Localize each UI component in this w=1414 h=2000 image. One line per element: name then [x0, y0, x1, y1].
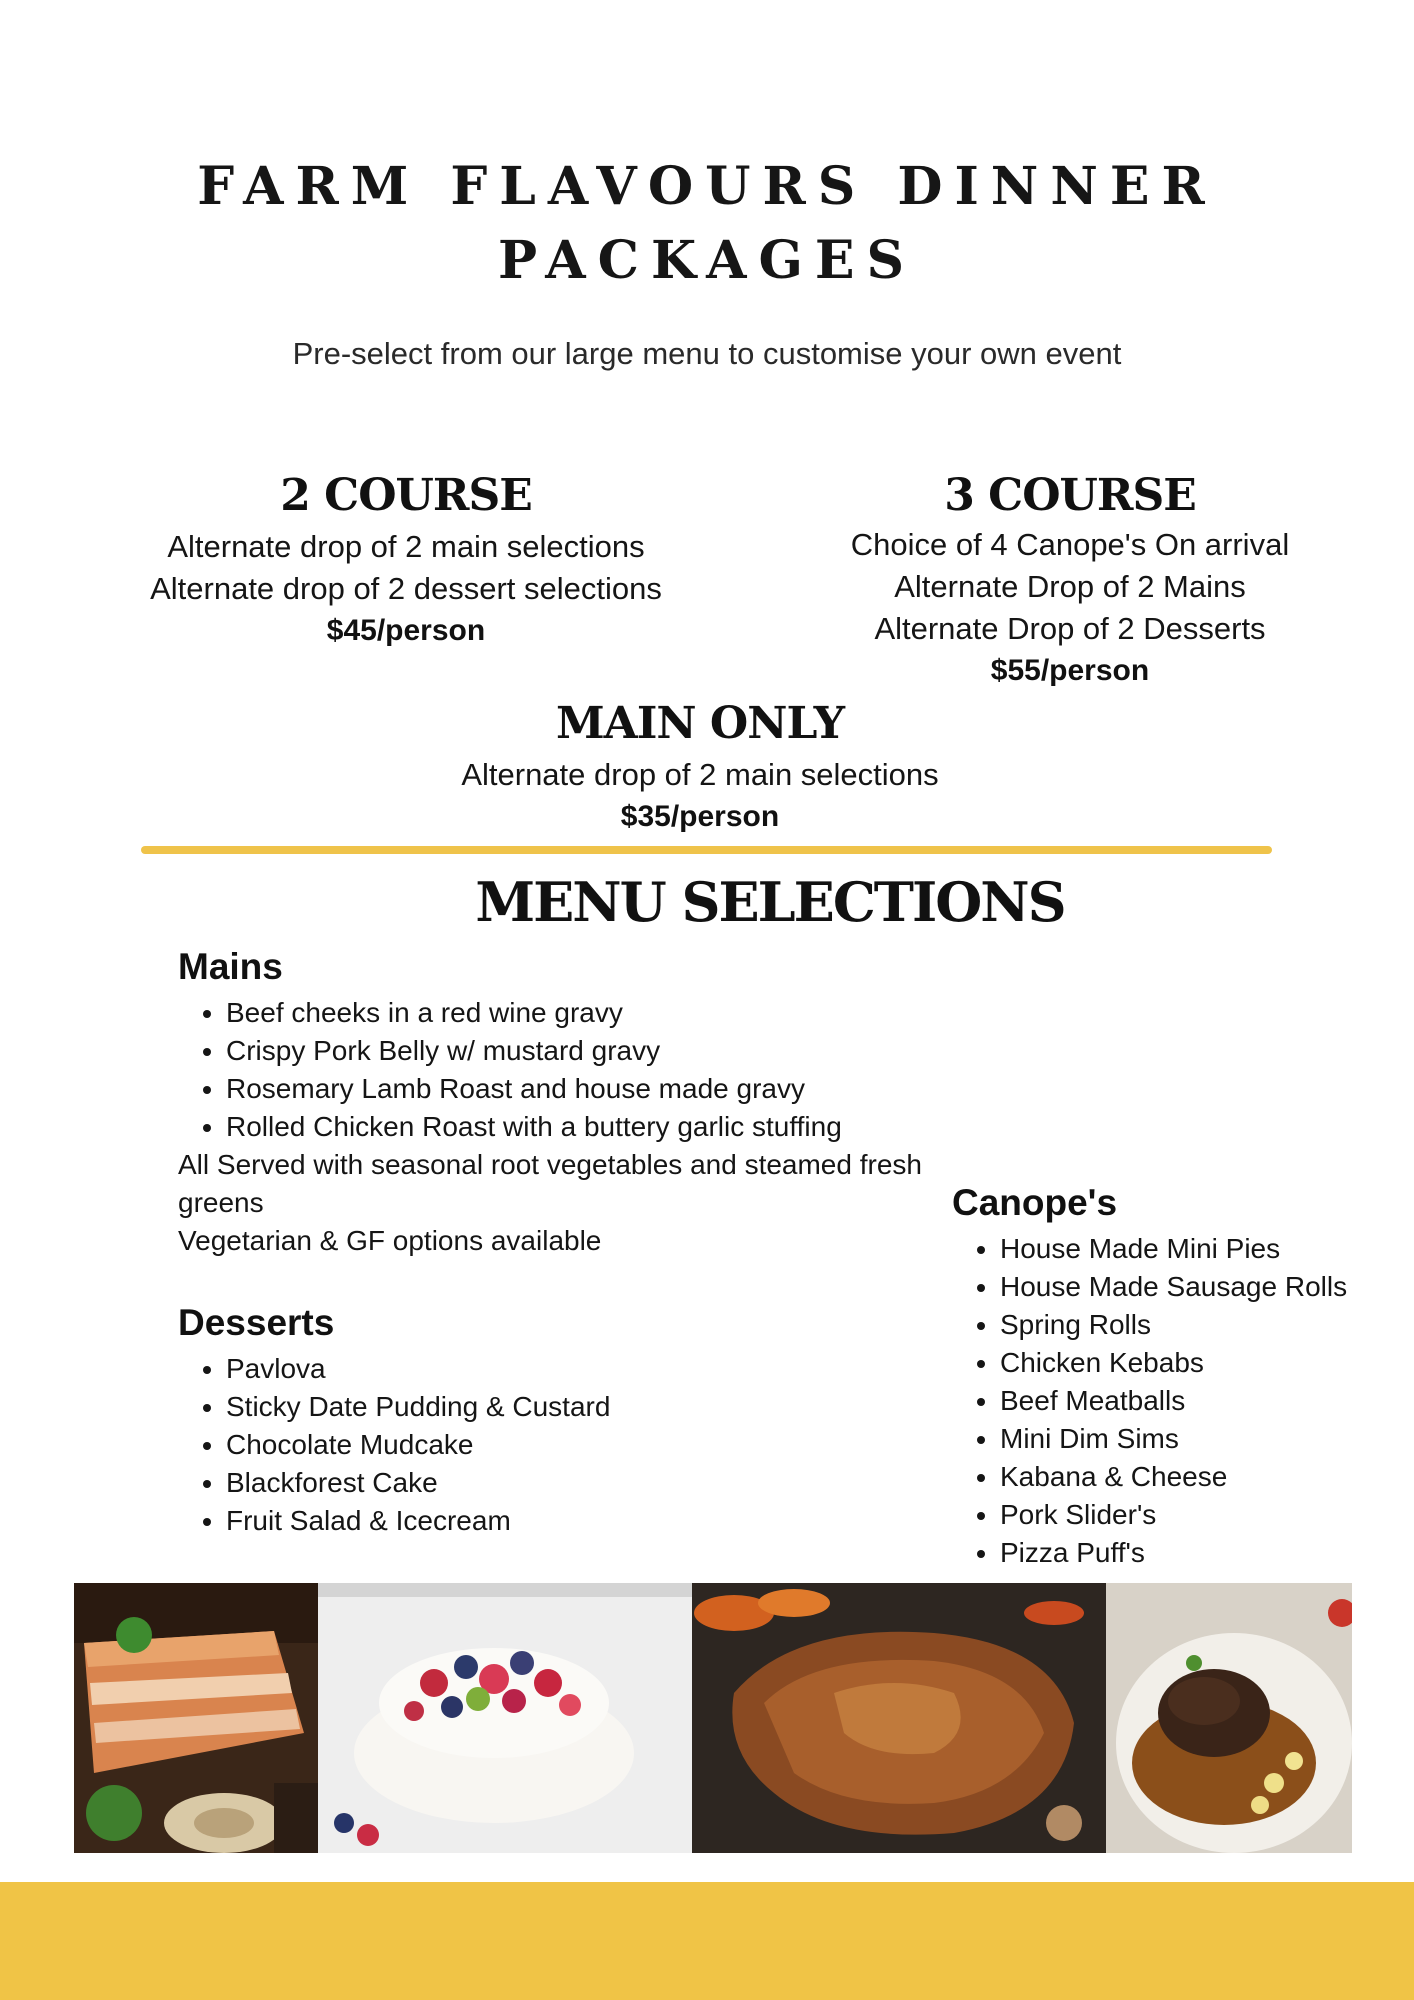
mains-options-note: Vegetarian & GF options available — [178, 1225, 602, 1256]
mains-served-note: All Served with seasonal root vegetables and steamed fresh greens — [178, 1149, 922, 1218]
list-item: • Spring Rolls — [1000, 1306, 1382, 1344]
list-item: • Fruit Salad & Icecream — [226, 1502, 878, 1540]
page-subtitle: Pre-select from our large menu to customise your own event — [292, 336, 1122, 371]
list-item: • Pizza Puff's — [1000, 1534, 1382, 1572]
package-line: Alternate drop of 2 main selections — [461, 757, 939, 792]
package-line: Alternate Drop of 2 Mains — [894, 569, 1246, 604]
pavlova-photo — [318, 1583, 692, 1853]
canopes-list — [952, 1230, 1382, 1572]
package-price: $55/person — [990, 654, 1150, 687]
list-item: • Beef Meatballs — [1000, 1382, 1382, 1420]
pork-belly-photo — [74, 1583, 318, 1853]
title-line-2: PACKAGES — [497, 230, 917, 291]
list-item: • Sticky Date Pudding & Custard — [226, 1388, 878, 1426]
package-line: Alternate drop of 2 main selections — [167, 529, 645, 564]
mains-section — [178, 944, 958, 1260]
package-price: $35/person — [620, 800, 780, 833]
list-item: • Kabana & Cheese — [1000, 1458, 1382, 1496]
desserts-heading: Desserts — [178, 1302, 335, 1343]
package-heading: 3 COURSE — [944, 470, 1196, 521]
page-title — [0, 150, 1414, 298]
package-three-course — [770, 468, 1370, 692]
list-item: • Pavlova — [226, 1350, 878, 1388]
section-divider — [141, 846, 1272, 854]
roast-lamb-photo — [692, 1583, 1106, 1853]
list-item: • Pork Slider's — [1000, 1496, 1382, 1534]
package-heading: MAIN ONLY — [555, 698, 845, 749]
food-photo-strip — [74, 1583, 1352, 1853]
canopes-section — [952, 1180, 1382, 1572]
mains-list — [178, 994, 958, 1146]
list-item: • Rosemary Lamb Roast and house made gravy — [226, 1070, 958, 1108]
list-item: • House Made Sausage Rolls — [1000, 1268, 1382, 1306]
desserts-section — [178, 1300, 878, 1540]
package-line: Alternate drop of 2 dessert selections — [150, 571, 662, 606]
package-line: Choice of 4 Canope's On arrival — [850, 527, 1290, 562]
menu-selections-heading: MENU SELECTIONS — [475, 870, 1065, 934]
mains-heading: Mains — [178, 946, 283, 987]
canopes-heading: Canope's — [952, 1182, 1118, 1223]
desserts-list — [178, 1350, 878, 1540]
list-item: • House Made Mini Pies — [1000, 1230, 1382, 1268]
list-item: • Beef cheeks in a red wine gravy — [226, 994, 958, 1032]
list-item: • Mini Dim Sims — [1000, 1420, 1382, 1458]
package-two-course — [106, 468, 706, 652]
list-item: • Chocolate Mudcake — [226, 1426, 878, 1464]
list-item: • Blackforest Cake — [226, 1464, 878, 1502]
list-item: • Rolled Chicken Roast with a buttery garlic stuffing — [226, 1108, 958, 1146]
footer-band — [0, 1882, 1414, 2000]
list-item: • Crispy Pork Belly w/ mustard gravy — [226, 1032, 958, 1070]
package-price: $45/person — [326, 614, 486, 647]
list-item: • Chicken Kebabs — [1000, 1344, 1382, 1382]
package-line: Alternate Drop of 2 Desserts — [874, 611, 1266, 646]
package-main-only — [400, 696, 1000, 838]
package-heading: 2 COURSE — [280, 470, 532, 521]
food-photos — [74, 1583, 1352, 1853]
title-line-1: FARM FLAVOURS DINNER — [197, 156, 1217, 217]
beef-cheeks-photo — [1106, 1583, 1352, 1853]
